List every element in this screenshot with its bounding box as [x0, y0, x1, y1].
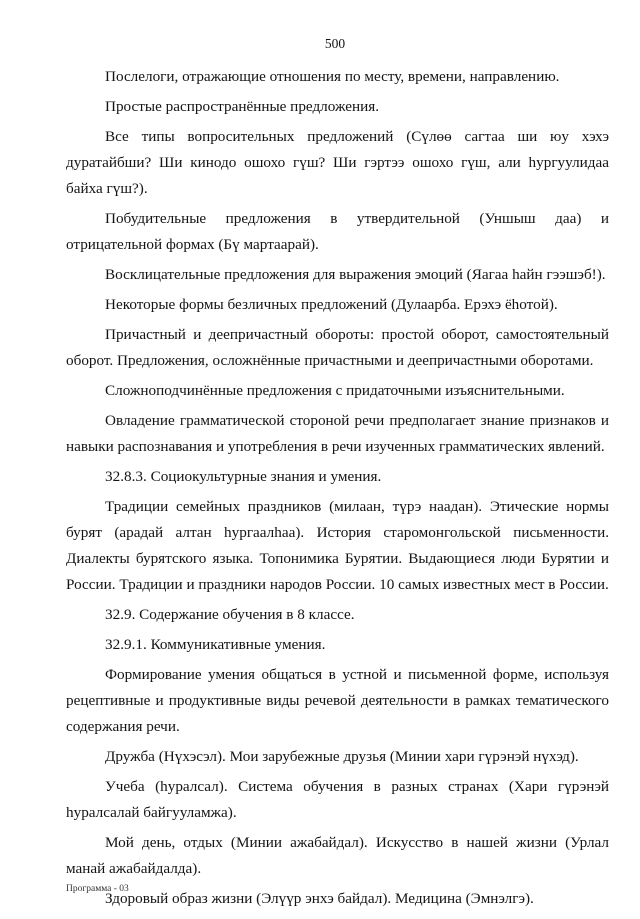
section-heading-32-8-3: 32.8.3. Социокультурные знания и умения.: [105, 468, 382, 485]
paragraph-interrogative: Все типы вопросительных предложений (Сүлөө сагтаа ши юу хэхэ дуратайбши? Ши кинодо ошохо гүш? Ши гэртээ ошохо гүш, али hургуулидаа байха гүш?).: [66, 128, 609, 197]
section-heading-32-9-1: 32.9.1. Коммуникативные умения.: [105, 636, 326, 653]
paragraph-grammar-mastery: Овладение грамматической стороной речи предполагает знание признаков и навыки распознавания и употребления в речи изученных грамматических явлений.: [66, 412, 609, 455]
paragraph-healthy-lifestyle: Здоровый образ жизни (Элүүр энхэ байдал). Медицина (Эмнэлгэ).: [105, 890, 534, 907]
page-footer: Программа - 03: [66, 884, 129, 894]
paragraph-communication-skills: Формирование умения общаться в устной и письменной форме, используя рецептивные и продуктивные виды речевой деятельности в рамках тематического содержания речи.: [66, 666, 609, 735]
section-heading-32-9: 32.9. Содержание обучения в 8 классе.: [105, 606, 355, 623]
paragraph-complex-sentences: Сложноподчинённые предложения с придаточными изъяснительными.: [105, 382, 565, 399]
paragraph-simple-sentences: Простые распространённые предложения.: [105, 98, 380, 115]
paragraph-my-day: Мой день, отдых (Минии ажабайдал). Искусство в нашей жизни (Урлал манай ажабайдалда).: [66, 834, 609, 877]
paragraph-study: Учеба (hуралсал). Система обучения в разных странах (Хари гүрэнэй hуралсалай байгууламжа).: [66, 778, 609, 821]
paragraph-postpositions: Послелоги, отражающие отношения по месту, времени, направлению.: [105, 68, 560, 85]
paragraph-friendship: Дружба (Нүхэсэл). Мои зарубежные друзья (Минии хари гүрэнэй нүхэд).: [105, 748, 579, 765]
paragraph-participial: Причастный и деепричастный обороты: простой оборот, самостоятельный оборот. Предложения, осложнённые причастными и деепричастными оборотами.: [66, 326, 609, 369]
paragraph-exclamatory: Восклицательные предложения для выражения эмоций (Яагаа hайн гээшэб!).: [105, 266, 606, 283]
paragraph-traditions: Традиции семейных праздников (милаан, түрэ наадан). Этические нормы бурят (арадай алтан hургаалhаа). История старомонгольской письменности. Диалекты бурятского языка. Топонимика Бурятии. Выдающиеся люди Бурятии и России. Традиции и праздники народов России. 10 самых известных мест в России.: [66, 498, 609, 593]
page-number: 500: [324, 36, 346, 51]
document-body: [66, 64, 609, 912]
paragraph-imperative: Побудительные предложения в утвердительной (Уншыш даа) и отрицательной формах (Бү мартаарай).: [66, 210, 609, 253]
paragraph-impersonal: Некоторые формы безличных предложений (Дулаарба. Ерэхэ ёhотой).: [105, 296, 558, 313]
